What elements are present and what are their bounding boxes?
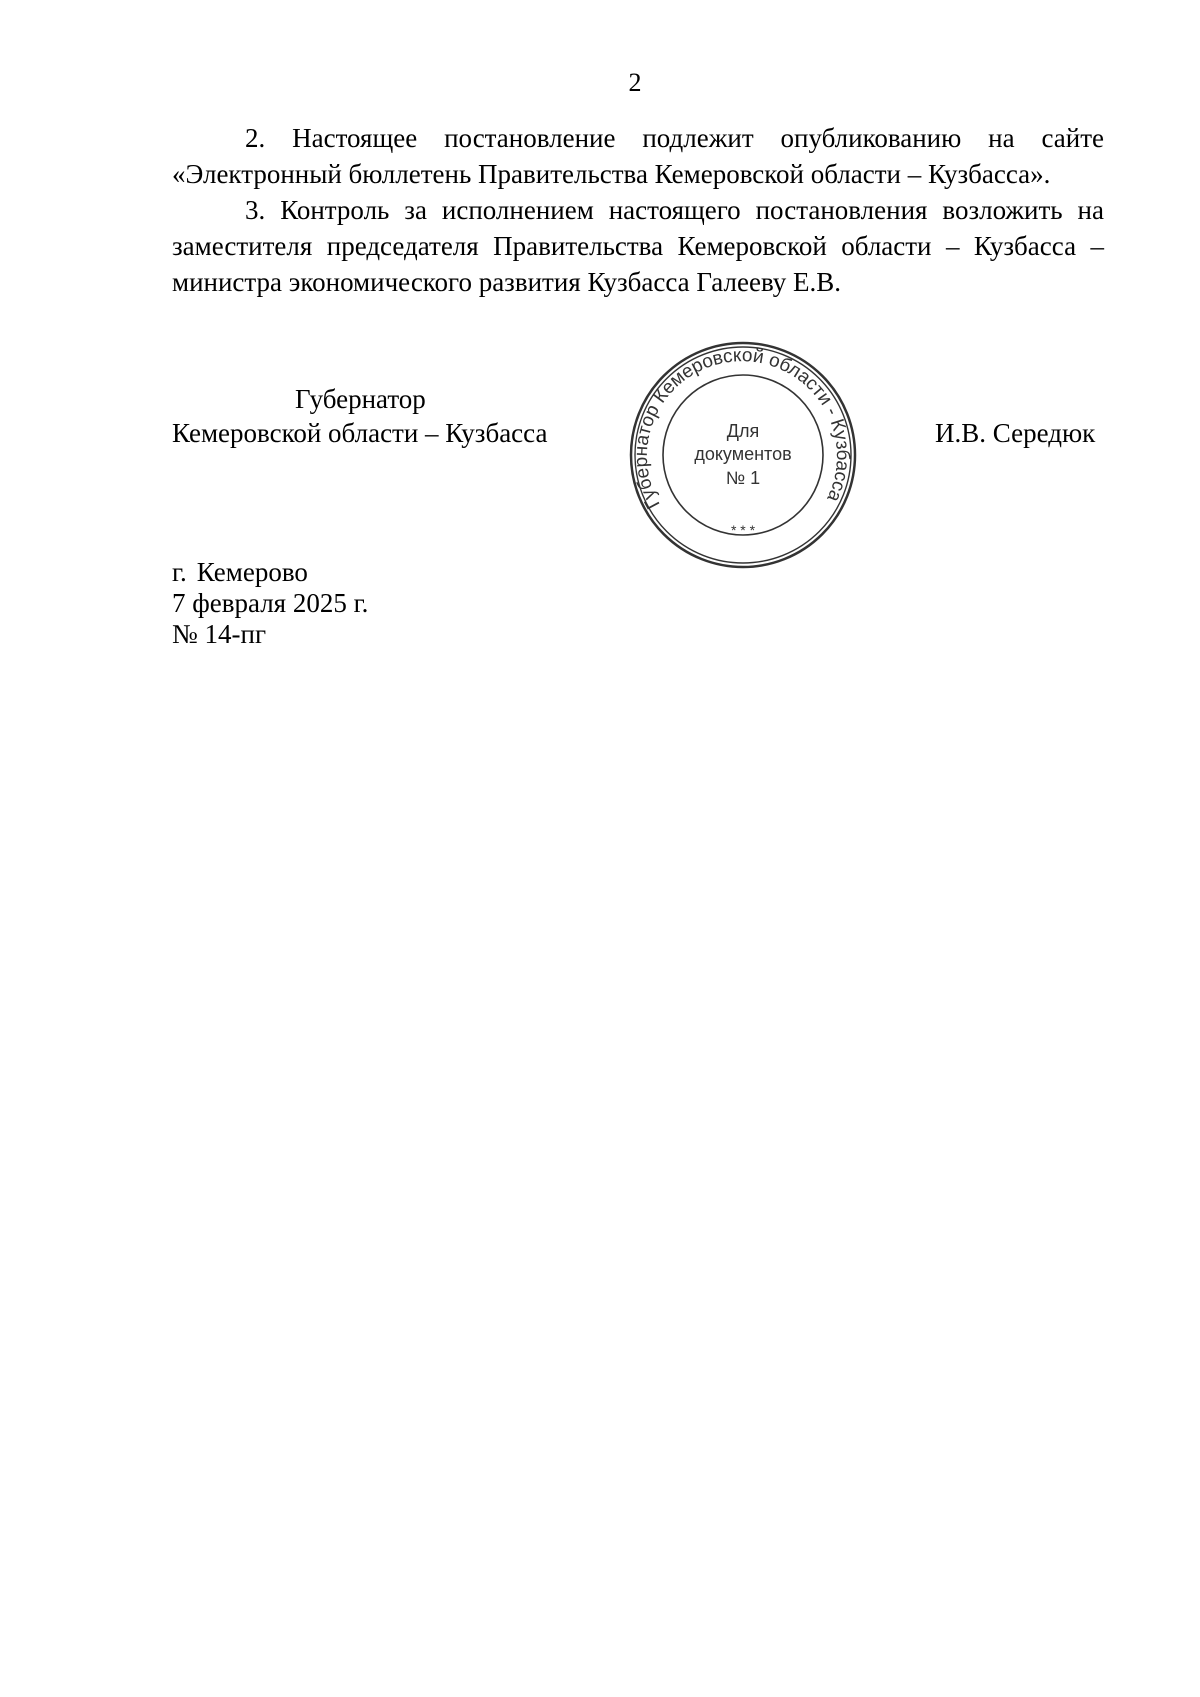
stamp-center-line3: № 1 bbox=[725, 468, 761, 488]
stamp-center-line2: документов bbox=[694, 444, 792, 464]
document-body bbox=[172, 120, 1104, 300]
stamp-center-line1: Для bbox=[726, 421, 760, 441]
stamp-ring-text: Губернатор Кемеровской области - Кузбасса bbox=[630, 345, 854, 513]
stamp-graphic bbox=[628, 340, 858, 570]
document-number: № 14-пг bbox=[172, 619, 267, 649]
paragraph-2: 2. Настоящее постановление подлежит опубликованию на сайте «Электронный бюллетень Правительства Кемеровской области – Кузбасса». bbox=[172, 123, 1104, 189]
signatory-name: И.В. Середюк bbox=[935, 418, 1096, 448]
official-stamp bbox=[628, 340, 858, 570]
city-name: Кемерово bbox=[196, 557, 308, 587]
city-prefix: г. bbox=[172, 557, 187, 587]
stamp-stars: * * * bbox=[730, 522, 756, 538]
signature-title-line1: Губернатор bbox=[295, 384, 426, 414]
signature-title bbox=[172, 382, 547, 450]
document-footer bbox=[172, 557, 368, 650]
signature-title-line2: Кемеровской области – Кузбасса bbox=[172, 418, 548, 448]
paragraph-3: 3. Контроль за исполнением настоящего постановления возложить на заместителя председателя Правительства Кемеровской области – Кузбасса – министра экономического развития Кузбасса Галееву Е.В. bbox=[172, 195, 1104, 297]
document-date: 7 февраля 2025 г. bbox=[172, 588, 369, 618]
city-line bbox=[172, 557, 368, 588]
page-number: 2 bbox=[628, 68, 642, 97]
